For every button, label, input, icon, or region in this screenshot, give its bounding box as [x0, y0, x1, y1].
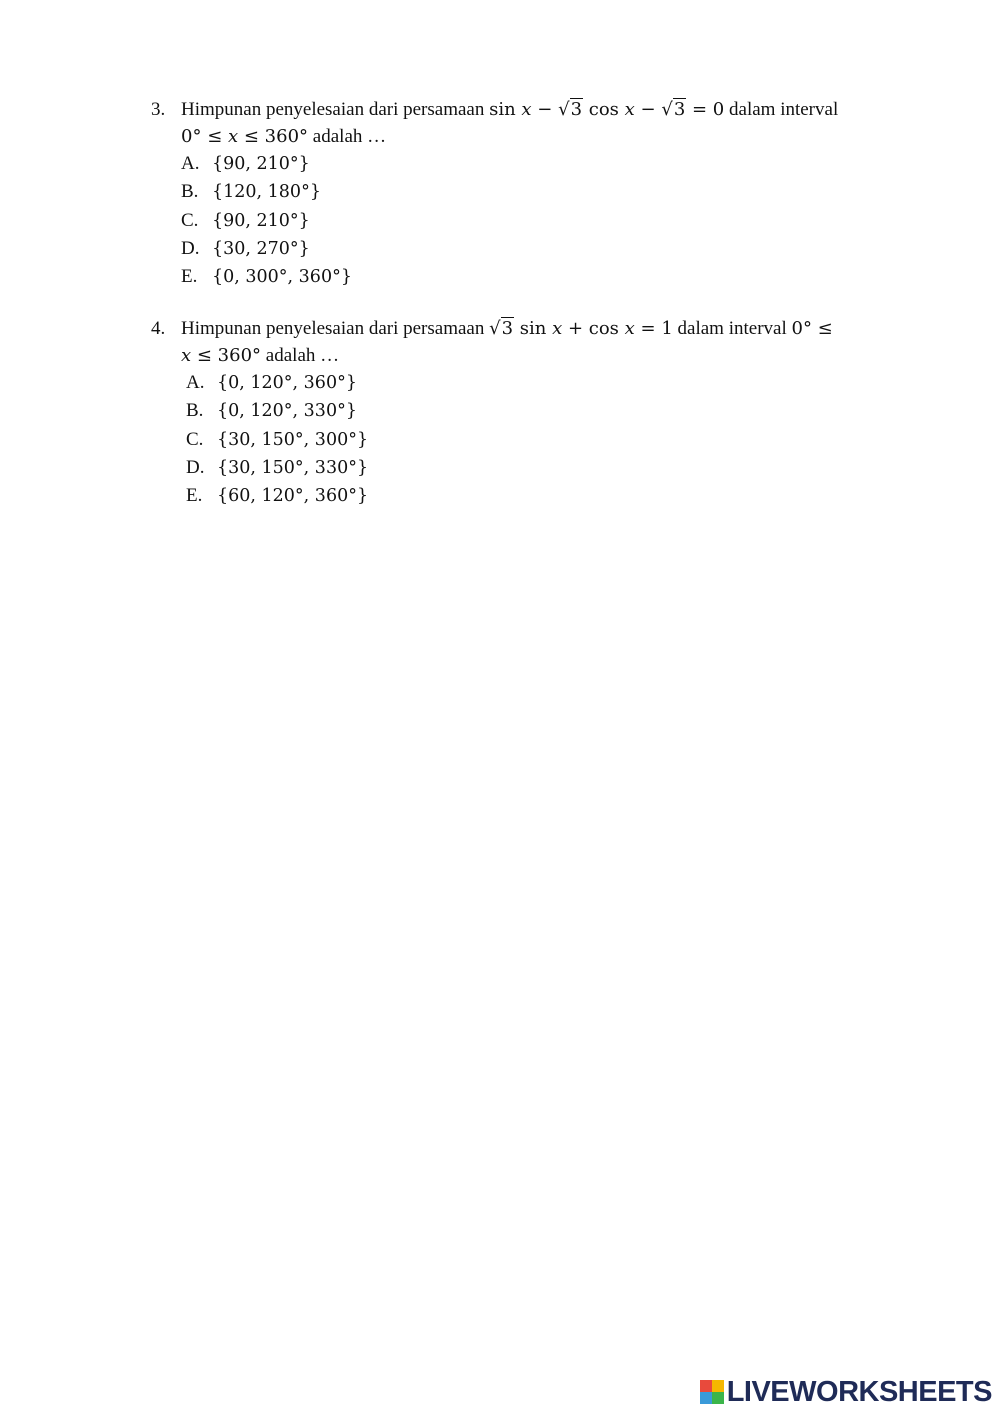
eq-variable: x	[624, 99, 635, 120]
radicand: 3	[570, 99, 583, 120]
stem-text: adalah …	[261, 345, 340, 366]
radical-sign-icon: √	[489, 318, 501, 339]
eq-variable: x	[228, 126, 239, 147]
option-value: {0, 120°, 330°}	[217, 401, 357, 422]
option-a[interactable]	[181, 150, 352, 178]
logo-square	[700, 1392, 712, 1404]
option-a[interactable]	[186, 369, 368, 397]
option-value: {120, 180°}	[212, 182, 321, 203]
option-b[interactable]	[186, 397, 368, 425]
option-letter: B.	[181, 181, 199, 203]
option-c[interactable]	[186, 426, 368, 454]
option-value: {90, 210°}	[212, 210, 310, 231]
eq-part: + cos	[562, 318, 625, 339]
eq-part: = 1	[634, 318, 673, 339]
sqrt-expression	[661, 96, 686, 123]
eq-part: −	[531, 99, 559, 120]
question-stem-line-1	[181, 315, 871, 342]
eq-part: ≤ 360°	[191, 345, 262, 366]
question-number: 4.	[151, 318, 166, 339]
sqrt-expression	[558, 96, 583, 123]
stem-text: dalam interval	[672, 318, 792, 339]
option-c[interactable]	[181, 207, 352, 235]
eq-part: ≤ 360°	[238, 126, 309, 147]
equation	[489, 99, 724, 120]
eq-part: sin	[514, 318, 553, 339]
stem-text: dalam interval	[724, 99, 839, 120]
eq-part: ≤	[207, 126, 228, 147]
option-value: {0, 300°, 360°}	[212, 267, 352, 288]
eq-part: 0°	[181, 126, 208, 147]
equation	[489, 318, 673, 339]
logo-square	[700, 1380, 712, 1392]
option-value: {90, 210°}	[212, 154, 310, 174]
eq-part: = 0	[686, 99, 725, 120]
answer-options	[186, 369, 368, 510]
radical-sign-icon: √	[558, 99, 570, 120]
eq-variable: x	[624, 318, 635, 339]
option-value: {30, 150°, 300°}	[217, 429, 369, 450]
stem-text: Himpunan penyelesaian dari persamaan	[181, 99, 490, 120]
logo-square	[712, 1380, 724, 1392]
radical-sign-icon: √	[661, 99, 673, 120]
question-stem	[181, 96, 871, 150]
radicand: 3	[501, 318, 514, 339]
logo-square	[712, 1392, 724, 1404]
option-e[interactable]	[186, 482, 368, 510]
eq-part: sin	[489, 99, 522, 120]
option-letter: C.	[186, 428, 204, 450]
stem-text: Himpunan penyelesaian dari persamaan	[181, 318, 490, 339]
sqrt-expression	[489, 315, 514, 342]
eq-variable: x	[552, 318, 563, 339]
radicand: 3	[673, 99, 686, 120]
brand-name: LIVEWORKSHEETS	[726, 1375, 992, 1408]
option-letter: A.	[181, 153, 200, 174]
eq-variable: x	[521, 99, 532, 120]
stem-text: adalah …	[308, 126, 387, 147]
option-value: {30, 150°, 330°}	[217, 457, 369, 478]
option-value: {0, 120°, 360°}	[217, 373, 357, 393]
option-value: {60, 120°, 360°}	[217, 486, 369, 507]
eq-part: cos	[583, 99, 625, 120]
option-d[interactable]	[186, 454, 368, 482]
question-stem-line-1	[181, 96, 871, 123]
option-b[interactable]	[181, 178, 352, 206]
option-letter: A.	[186, 372, 205, 393]
option-letter: E.	[186, 485, 203, 507]
equation	[181, 345, 261, 366]
liveworksheets-logo-icon	[700, 1380, 724, 1404]
question-stem-line-2	[181, 123, 871, 150]
option-letter: E.	[181, 266, 198, 288]
eq-variable: x	[181, 345, 192, 366]
question-stem-line-2	[181, 342, 871, 369]
question-number: 3.	[151, 99, 166, 120]
equation: 0° ≤	[791, 318, 833, 339]
option-e[interactable]	[181, 263, 352, 291]
equation	[181, 126, 308, 147]
option-value: {30, 270°}	[212, 238, 310, 259]
liveworksheets-brand[interactable]	[700, 1377, 992, 1407]
option-letter: C.	[181, 209, 199, 231]
option-letter: D.	[186, 456, 205, 478]
answer-options	[181, 150, 352, 291]
option-d[interactable]	[181, 235, 352, 263]
question-stem	[181, 315, 871, 369]
option-letter: B.	[186, 400, 204, 422]
eq-part: −	[634, 99, 662, 120]
option-letter: D.	[181, 237, 200, 259]
